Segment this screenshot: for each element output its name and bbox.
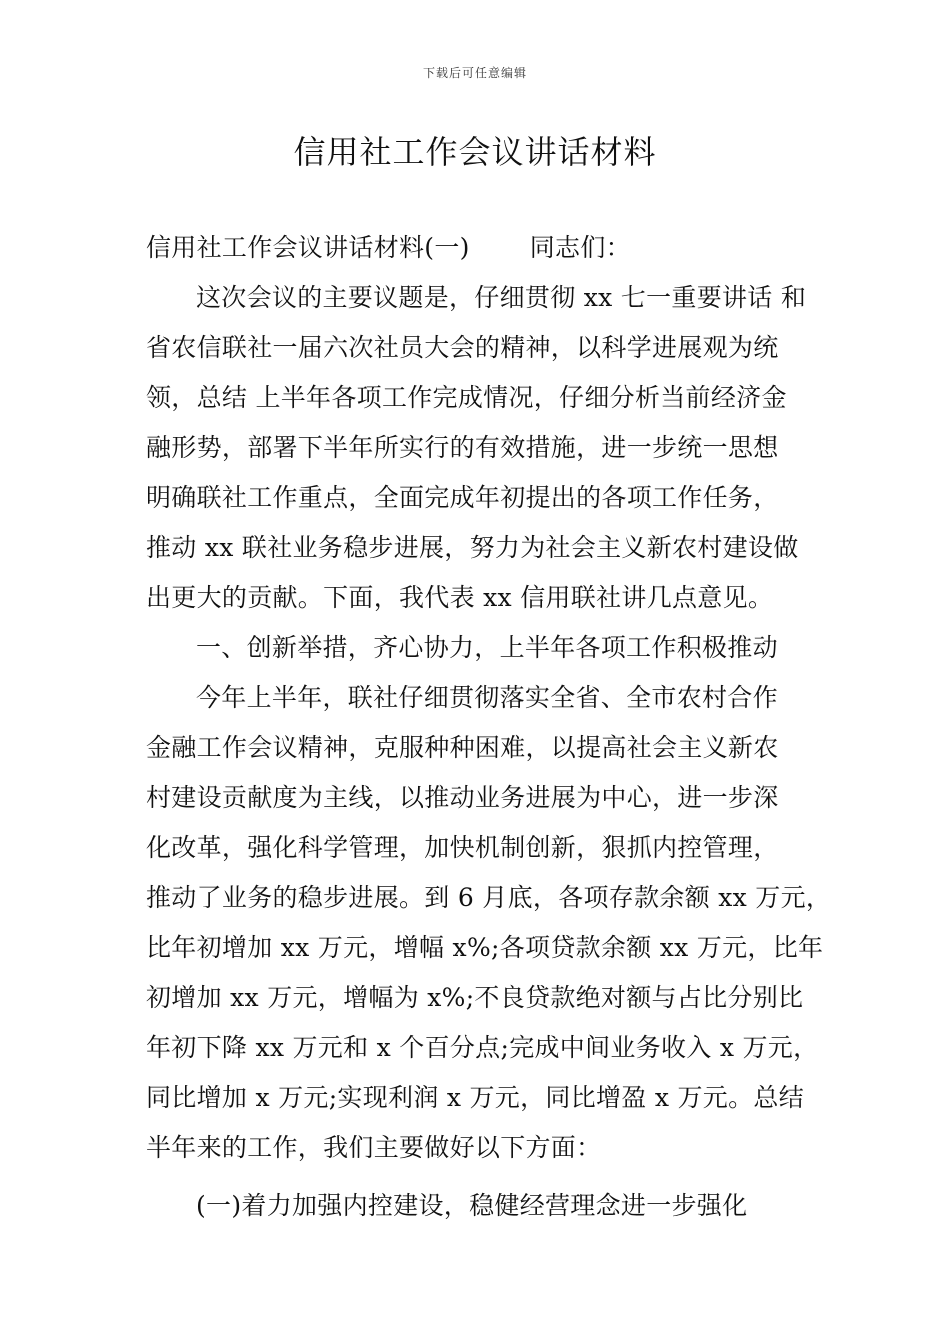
- paragraph-line: 省农信联社一届六次社员大会的精神，以科学进展观为统: [146, 333, 779, 362]
- paragraph-line: 化改革，强化科学管理，加快机制创新，狠抓内控管理，: [146, 833, 779, 862]
- paragraph-line: 同比增加 x 万元;实现利润 x 万元，同比增盈 x 万元。总结: [146, 1083, 805, 1112]
- document-title: 信用社工作会议讲话材料: [293, 133, 657, 171]
- paragraph-line: 领，总结 上半年各项工作完成情况，仔细分析当前经济金: [146, 383, 787, 412]
- paragraph-line: 金融工作会议精神，克服种种困难，以提高社会主义新农: [146, 733, 779, 762]
- header-note: 下载后可任意编辑: [422, 66, 527, 80]
- subsection-heading: (一)着力加强内控建设，稳健经营理念进一步强化: [196, 1191, 748, 1220]
- paragraph-line: 今年上半年，联社仔细贯彻落实全省、全市农村合作: [196, 683, 778, 712]
- paragraph-line: 这次会议的主要议题是，仔细贯彻 xx 七一重要讲话 和: [196, 283, 807, 312]
- paragraph-line: 年初下降 xx 万元和 x 个百分点;完成中间业务收入 x 万元，: [146, 1033, 819, 1062]
- paragraph-line: 半年来的工作，我们主要做好以下方面：: [146, 1133, 602, 1162]
- subtitle: 信用社工作会议讲话材料(一): [146, 233, 470, 262]
- paragraph-line: 初增加 xx 万元，增幅为 x%;不良贷款绝对额与占比分别比: [146, 983, 804, 1012]
- paragraph-line: 村建设贡献度为主线，以推动业务进展为中心，进一步深: [146, 783, 779, 812]
- paragraph-line: 推动 xx 联社业务稳步进展，努力为社会主义新农村建设做: [146, 533, 799, 562]
- paragraph-line: 融形势，部署下半年所实行的有效措施，进一步统一思想: [146, 433, 779, 462]
- section-heading: 一、创新举措，齐心协力，上半年各项工作积极推动: [196, 633, 778, 662]
- salutation: 同志们：: [529, 233, 631, 262]
- paragraph-line: 明确联社工作重点，全面完成年初提出的各项工作任务，: [146, 483, 779, 512]
- paragraph-line: 比年初增加 xx 万元，增幅 x%;各项贷款余额 xx 万元，比年: [146, 933, 824, 962]
- opening-line: [146, 223, 826, 273]
- paragraph-line: 出更大的贡献。下面，我代表 xx 信用联社讲几点意见。: [146, 583, 774, 612]
- document-body: [146, 223, 832, 1231]
- paragraph-line: 推动了业务的稳步进展。到 6 月底，各项存款余额 xx 万元，: [146, 883, 832, 912]
